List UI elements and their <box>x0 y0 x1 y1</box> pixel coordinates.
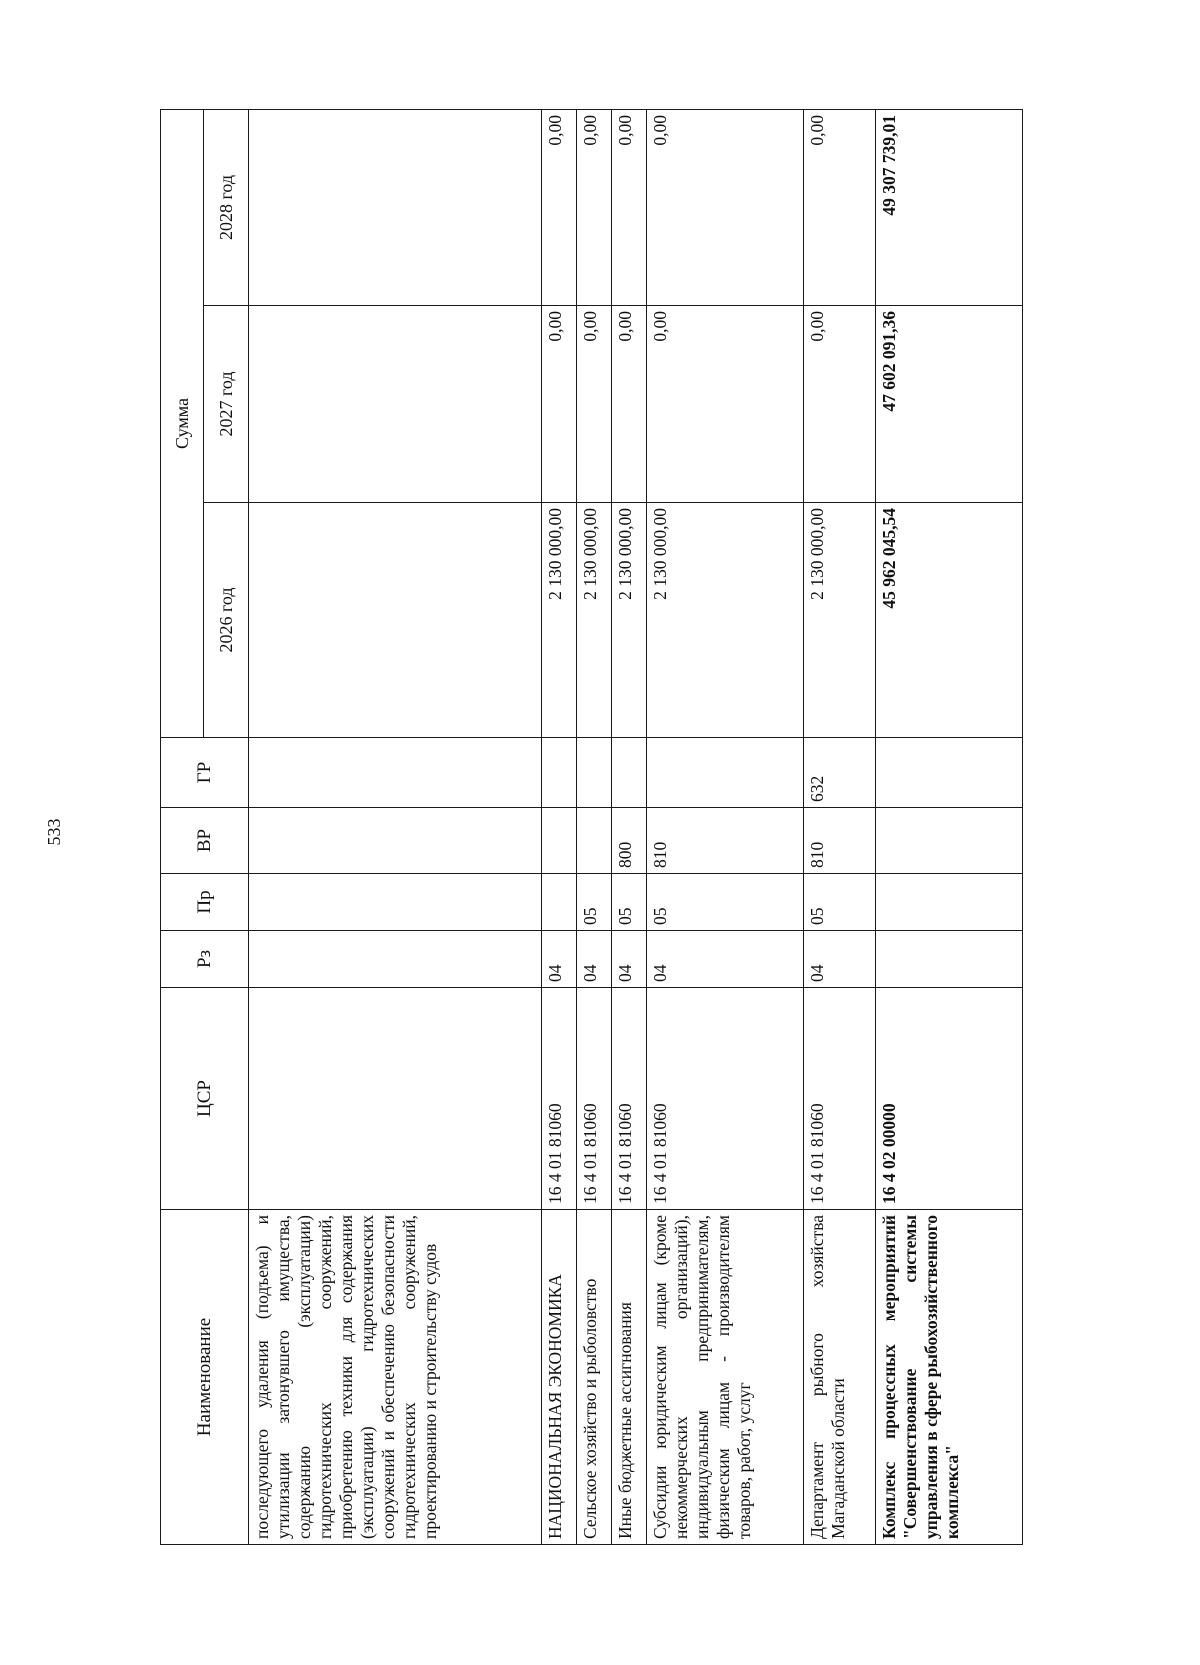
row-vr: 810 <box>804 808 876 874</box>
row-sum-2027: 0,00 <box>542 306 577 503</box>
row-sum-2028: 0,00 <box>612 110 647 306</box>
row-rz <box>876 931 1023 988</box>
row-gr <box>577 738 612 808</box>
table-row <box>647 110 804 1545</box>
row-sum-2027: 0,00 <box>577 306 612 503</box>
table-row <box>577 110 612 1545</box>
row-name: Департамент рыбного хозяйства Магаданской области <box>804 1210 876 1545</box>
row-csr: 16 4 02 00000 <box>876 988 1023 1210</box>
row-csr <box>249 988 542 1210</box>
row-sum-2028: 49 307 739,01 <box>876 110 1023 306</box>
page-number: 533 <box>44 818 64 846</box>
row-sum-2026 <box>249 503 542 738</box>
table-row <box>876 110 1023 1545</box>
budget-sheet <box>160 110 1065 1545</box>
row-csr: 16 4 01 81060 <box>647 988 804 1210</box>
row-pr <box>876 874 1023 931</box>
row-sum-2028: 0,00 <box>577 110 612 306</box>
row-sum-2028 <box>249 110 542 306</box>
row-sum-2027 <box>249 306 542 503</box>
row-gr <box>876 738 1023 808</box>
header-rz: Рз <box>161 931 249 988</box>
row-gr <box>647 738 804 808</box>
row-pr: 05 <box>612 874 647 931</box>
row-vr <box>542 808 577 874</box>
row-sum-2027: 0,00 <box>647 306 804 503</box>
row-gr <box>612 738 647 808</box>
row-gr: 632 <box>804 738 876 808</box>
header-pr: Пр <box>161 874 249 931</box>
row-pr <box>249 874 542 931</box>
row-name: Субсидии юридическим лицам (кроме некоммерческих организаций), индивидуальным предпринимателям, физическим лицам - производителям товаров, работ, услуг <box>647 1210 804 1545</box>
budget-table <box>160 109 1023 1545</box>
header-vr: ВР <box>161 808 249 874</box>
row-pr: 05 <box>804 874 876 931</box>
row-rz: 04 <box>577 931 612 988</box>
header-sum: Сумма <box>161 110 204 738</box>
row-vr <box>249 808 542 874</box>
row-rz: 04 <box>612 931 647 988</box>
row-sum-2028: 0,00 <box>542 110 577 306</box>
header-year-2026: 2026 год <box>204 503 249 738</box>
row-pr <box>542 874 577 931</box>
table-row <box>612 110 647 1545</box>
row-name: Иные бюджетные ассигнования <box>612 1210 647 1545</box>
row-sum-2027: 0,00 <box>804 306 876 503</box>
row-vr: 800 <box>612 808 647 874</box>
header-gr: ГР <box>161 738 249 808</box>
row-name: Сельское хозяйство и рыболовство <box>577 1210 612 1545</box>
row-vr <box>876 808 1023 874</box>
row-name: последующего удаления (подъема) и утилизации затонувшего имущества, содержанию (эксплуатации) гидротехнических сооружений, приобретению техники для содержания (эксплуатации) гидротехнических сооружений и обеспечению безопасности гидротехнических сооружений, проектированию и строительству судов <box>249 1210 542 1545</box>
row-gr <box>249 738 542 808</box>
row-rz: 04 <box>804 931 876 988</box>
table-row <box>249 110 542 1545</box>
row-csr: 16 4 01 81060 <box>612 988 647 1210</box>
row-rz: 04 <box>647 931 804 988</box>
row-csr: 16 4 01 81060 <box>577 988 612 1210</box>
row-sum-2026: 2 130 000,00 <box>804 503 876 738</box>
table-row <box>804 110 876 1545</box>
header-name: Наименование <box>161 1210 249 1545</box>
row-sum-2026: 2 130 000,00 <box>577 503 612 738</box>
row-sum-2028: 0,00 <box>647 110 804 306</box>
row-rz <box>249 931 542 988</box>
header-year-2028: 2028 год <box>204 110 249 306</box>
row-sum-2026: 2 130 000,00 <box>542 503 577 738</box>
table-row <box>542 110 577 1545</box>
row-sum-2027: 47 602 091,36 <box>876 306 1023 503</box>
row-vr: 810 <box>647 808 804 874</box>
row-sum-2028: 0,00 <box>804 110 876 306</box>
header-csr: ЦСР <box>161 988 249 1210</box>
row-name: Комплекс процессных мероприятий "Совершенствование системы управления в сфере рыбохозяйственного комплекса" <box>876 1210 1023 1545</box>
row-sum-2026: 45 962 045,54 <box>876 503 1023 738</box>
row-name: НАЦИОНАЛЬНАЯ ЭКОНОМИКА <box>542 1210 577 1545</box>
row-sum-2027: 0,00 <box>612 306 647 503</box>
row-pr: 05 <box>577 874 612 931</box>
header-year-2027: 2027 год <box>204 306 249 503</box>
row-sum-2026: 2 130 000,00 <box>647 503 804 738</box>
row-csr: 16 4 01 81060 <box>804 988 876 1210</box>
row-gr <box>542 738 577 808</box>
row-sum-2026: 2 130 000,00 <box>612 503 647 738</box>
row-vr <box>577 808 612 874</box>
row-rz: 04 <box>542 931 577 988</box>
row-pr: 05 <box>647 874 804 931</box>
row-csr: 16 4 01 81060 <box>542 988 577 1210</box>
